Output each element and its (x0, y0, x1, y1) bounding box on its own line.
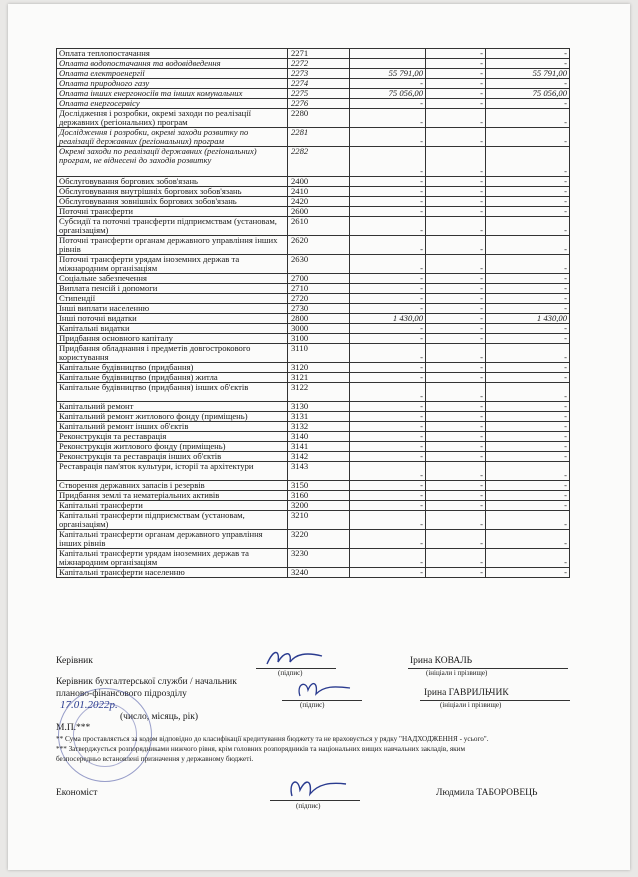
row-name-cell: Субсидії та поточні трансферти підприємствам (установам, організаціям) (57, 217, 288, 236)
footnote-3: безпосередньо встановлені призначення у державному бюджеті. (56, 755, 254, 763)
row-plan-cell: - (350, 255, 426, 274)
table-row (57, 177, 570, 187)
row-change-cell: - (426, 99, 486, 109)
row-code-cell: 2272 (288, 59, 350, 69)
table-row (57, 530, 570, 549)
row-plan-cell: - (350, 177, 426, 187)
economist-signature-icon (282, 772, 352, 802)
row-code-cell: 2700 (288, 274, 350, 284)
row-plan-cell: - (350, 207, 426, 217)
row-change-cell: - (426, 402, 486, 412)
row-code-cell: 3100 (288, 334, 350, 344)
row-name-cell: Поточні трансферти органам державного управління інших рівнів (57, 236, 288, 255)
row-name-cell: Капітальне будівництво (придбання) (57, 363, 288, 373)
row-name-cell: Створення державних запасів і резервів (57, 481, 288, 491)
row-code-cell: 2630 (288, 255, 350, 274)
row-code-cell: 2280 (288, 109, 350, 128)
table-row (57, 147, 570, 177)
row-total-cell: - (486, 109, 570, 128)
row-plan-cell: - (350, 109, 426, 128)
row-change-cell: - (426, 187, 486, 197)
table-row (57, 324, 570, 334)
row-change-cell: - (426, 217, 486, 236)
row-change-cell: - (426, 324, 486, 334)
row-name-cell: Капітальне будівництво (придбання) житла (57, 373, 288, 383)
row-code-cell: 2610 (288, 217, 350, 236)
head-signature-caption: (підпис) (278, 669, 303, 677)
row-plan-cell: - (350, 412, 426, 422)
row-change-cell: - (426, 549, 486, 568)
row-code-cell: 3200 (288, 501, 350, 511)
row-name-cell: Дослідження і розробки, окремі заходи по реалізації державних (регіональних) програм (57, 109, 288, 128)
row-total-cell: - (486, 501, 570, 511)
row-name-cell: Соціальне забезпечення (57, 274, 288, 284)
row-plan-cell: 75 056,00 (350, 89, 426, 99)
table-row (57, 207, 570, 217)
row-total-cell: - (486, 481, 570, 491)
row-plan-cell: - (350, 501, 426, 511)
table-row (57, 501, 570, 511)
row-name-cell: Стипендії (57, 294, 288, 304)
row-code-cell: 3132 (288, 422, 350, 432)
row-change-cell: - (426, 442, 486, 452)
row-code-cell: 2600 (288, 207, 350, 217)
table-row (57, 274, 570, 284)
row-total-cell: - (486, 432, 570, 442)
row-total-cell: - (486, 49, 570, 59)
row-code-cell: 3122 (288, 383, 350, 402)
row-total-cell: - (486, 530, 570, 549)
row-name-cell: Капітальні трансферти населенню (57, 568, 288, 578)
row-change-cell: - (426, 511, 486, 530)
row-total-cell: - (486, 255, 570, 274)
row-change-cell: - (426, 491, 486, 501)
table-row (57, 217, 570, 236)
row-change-cell: - (426, 147, 486, 177)
row-total-cell: 75 056,00 (486, 89, 570, 99)
row-plan-cell: 55 791,00 (350, 69, 426, 79)
table-row (57, 79, 570, 89)
row-code-cell: 2710 (288, 284, 350, 294)
row-total-cell: - (486, 422, 570, 432)
row-plan-cell: - (350, 128, 426, 147)
table-row (57, 344, 570, 363)
row-code-cell: 3121 (288, 373, 350, 383)
table-row (57, 197, 570, 207)
row-name-cell: Поточні трансферти (57, 207, 288, 217)
row-code-cell: 3142 (288, 452, 350, 462)
table-row (57, 99, 570, 109)
row-code-cell: 3000 (288, 324, 350, 334)
row-change-cell: - (426, 432, 486, 442)
row-change-cell: - (426, 197, 486, 207)
table-row (57, 511, 570, 530)
row-code-cell: 3160 (288, 491, 350, 501)
row-code-cell: 2281 (288, 128, 350, 147)
row-total-cell: - (486, 363, 570, 373)
row-name-cell: Капітальні видатки (57, 324, 288, 334)
table-row (57, 89, 570, 99)
economist-title: Економіст (56, 788, 98, 798)
row-code-cell: 3131 (288, 412, 350, 422)
row-total-cell: - (486, 344, 570, 363)
row-plan-cell: - (350, 373, 426, 383)
table-row (57, 314, 570, 324)
row-total-cell: - (486, 99, 570, 109)
row-change-cell: - (426, 383, 486, 402)
row-change-cell: - (426, 452, 486, 462)
table-row (57, 568, 570, 578)
row-name-cell: Капітальні трансферти підприємствам (установам, організаціям) (57, 511, 288, 530)
row-code-cell: 2800 (288, 314, 350, 324)
row-code-cell: 2276 (288, 99, 350, 109)
row-total-cell: - (486, 79, 570, 89)
row-plan-cell: - (350, 274, 426, 284)
table-row (57, 481, 570, 491)
row-total-cell: - (486, 373, 570, 383)
row-name-cell: Оплата інших енергоносіїв та інших комунальних (57, 89, 288, 99)
row-plan-cell: 1 430,00 (350, 314, 426, 324)
row-change-cell: - (426, 530, 486, 549)
accountant-title: Керівник бухгалтерської служби / начальник планово-фінансового підрозділу (56, 677, 237, 699)
row-code-cell: 3130 (288, 402, 350, 412)
table-row (57, 49, 570, 59)
row-code-cell: 3220 (288, 530, 350, 549)
row-change-cell: - (426, 501, 486, 511)
row-code-cell: 3210 (288, 511, 350, 530)
row-name-cell: Капітальні трансферти урядам іноземних держав та міжнародним організаціям (57, 549, 288, 568)
row-plan-cell: - (350, 402, 426, 412)
row-change-cell: - (426, 294, 486, 304)
row-name-cell: Реставрація пам'яток культури, історії та архітектури (57, 462, 288, 481)
row-name-cell: Капітальні трансферти органам державного управління інших рівнів (57, 530, 288, 549)
row-total-cell: - (486, 549, 570, 568)
row-name-cell: Придбання землі та нематеріальних активів (57, 491, 288, 501)
row-total-cell: - (486, 324, 570, 334)
row-change-cell: - (426, 304, 486, 314)
row-plan-cell: - (350, 304, 426, 314)
footnote-2: *** Затверджується розпорядниками нижчого рівня, крім головних розпорядників та національних вищих навчальних закладів, яким (56, 745, 466, 753)
row-code-cell: 3110 (288, 344, 350, 363)
row-total-cell: - (486, 128, 570, 147)
table-row (57, 432, 570, 442)
table-row (57, 462, 570, 481)
row-total-cell: - (486, 274, 570, 284)
row-name-cell: Обслуговування зовнішніх боргових зобов'язань (57, 197, 288, 207)
row-name-cell: Капітальний ремонт житлового фонду (приміщень) (57, 412, 288, 422)
row-code-cell: 2730 (288, 304, 350, 314)
row-total-cell: - (486, 491, 570, 501)
footnotes (56, 734, 576, 764)
economist-signature-caption: (підпис) (296, 802, 321, 810)
row-total-cell: - (486, 147, 570, 177)
row-code-cell: 3120 (288, 363, 350, 373)
row-change-cell: - (426, 373, 486, 383)
row-name-cell: Інші виплати населенню (57, 304, 288, 314)
row-name-cell: Обслуговування внутрішніх боргових зобов'язань (57, 187, 288, 197)
table-row (57, 255, 570, 274)
row-name-cell: Виплата пенсій і допомоги (57, 284, 288, 294)
row-total-cell: - (486, 207, 570, 217)
row-plan-cell: - (350, 491, 426, 501)
row-plan-cell: - (350, 99, 426, 109)
row-name-cell: Придбання обладнання і предметів довгострокового користування (57, 344, 288, 363)
handwritten-date: 17.01.2022р. (60, 699, 118, 711)
row-plan-cell (350, 59, 426, 69)
row-plan-cell: - (350, 363, 426, 373)
row-code-cell: 3140 (288, 432, 350, 442)
row-total-cell: - (486, 217, 570, 236)
row-change-cell: - (426, 412, 486, 422)
row-code-cell: 3150 (288, 481, 350, 491)
row-change-cell: - (426, 344, 486, 363)
row-total-cell: - (486, 294, 570, 304)
row-total-cell: - (486, 334, 570, 344)
table-row (57, 422, 570, 432)
table-row (57, 284, 570, 294)
row-change-cell: - (426, 314, 486, 324)
row-plan-cell: - (350, 197, 426, 207)
row-change-cell: - (426, 481, 486, 491)
row-change-cell: - (426, 69, 486, 79)
row-change-cell: - (426, 177, 486, 187)
row-total-cell: - (486, 383, 570, 402)
accountant-signature-caption: (підпис) (300, 701, 325, 709)
table-row (57, 334, 570, 344)
row-plan-cell: - (350, 568, 426, 578)
row-plan-cell: - (350, 147, 426, 177)
row-change-cell: - (426, 89, 486, 99)
table-row (57, 236, 570, 255)
table-row (57, 363, 570, 373)
row-change-cell: - (426, 284, 486, 294)
row-change-cell: - (426, 255, 486, 274)
row-code-cell: 3230 (288, 549, 350, 568)
head-name: Ірина КОВАЛЬ (410, 656, 473, 666)
row-code-cell: 2410 (288, 187, 350, 197)
row-plan-cell: - (350, 481, 426, 491)
row-plan-cell: - (350, 217, 426, 236)
row-code-cell: 2273 (288, 69, 350, 79)
table-row (57, 412, 570, 422)
row-plan-cell: - (350, 236, 426, 255)
row-change-cell: - (426, 59, 486, 69)
row-change-cell: - (426, 462, 486, 481)
table-row (57, 442, 570, 452)
row-name-cell: Оплата електроенергії (57, 69, 288, 79)
row-name-cell: Капітальне будівництво (придбання) інших об'єктів (57, 383, 288, 402)
row-plan-cell: - (350, 530, 426, 549)
row-change-cell: - (426, 49, 486, 59)
accountant-name-caption: (ініціали і прізвище) (440, 701, 502, 709)
row-total-cell: - (486, 412, 570, 422)
row-total-cell: - (486, 452, 570, 462)
table-row (57, 304, 570, 314)
row-code-cell: 3141 (288, 442, 350, 452)
row-name-cell: Реконструкція та реставрація інших об'єктів (57, 452, 288, 462)
row-code-cell: 2420 (288, 197, 350, 207)
table-row (57, 128, 570, 147)
row-name-cell: Капітальний ремонт інших об'єктів (57, 422, 288, 432)
table-row (57, 294, 570, 304)
row-code-cell: 2620 (288, 236, 350, 255)
row-change-cell: - (426, 274, 486, 284)
row-plan-cell: - (350, 422, 426, 432)
row-plan-cell: - (350, 462, 426, 481)
row-total-cell: 55 791,00 (486, 69, 570, 79)
table-row (57, 109, 570, 128)
row-plan-cell: - (350, 452, 426, 462)
row-total-cell: - (486, 236, 570, 255)
row-change-cell: - (426, 363, 486, 373)
row-code-cell: 2282 (288, 147, 350, 177)
row-plan-cell: - (350, 549, 426, 568)
row-name-cell: Придбання основного капіталу (57, 334, 288, 344)
row-total-cell: - (486, 442, 570, 452)
row-change-cell: - (426, 334, 486, 344)
head-name-caption: (ініціали і прізвище) (426, 669, 488, 677)
row-total-cell: - (486, 187, 570, 197)
row-name-cell: Обслуговування боргових зобов'язань (57, 177, 288, 187)
row-name-cell: Оплата водопостачання та водовідведення (57, 59, 288, 69)
table-row (57, 59, 570, 69)
row-change-cell: - (426, 109, 486, 128)
row-plan-cell: - (350, 187, 426, 197)
table-row (57, 549, 570, 568)
row-plan-cell: - (350, 79, 426, 89)
row-code-cell: 2274 (288, 79, 350, 89)
table-row (57, 491, 570, 501)
row-plan-cell: - (350, 383, 426, 402)
row-total-cell: - (486, 284, 570, 294)
row-code-cell: 2275 (288, 89, 350, 99)
row-plan-cell: - (350, 344, 426, 363)
row-change-cell: - (426, 79, 486, 89)
row-name-cell: Дослідження і розробки, окремі заходи розвитку по реалізації державних (регіональних) програм (57, 128, 288, 147)
row-change-cell: - (426, 207, 486, 217)
accountant-name: Ірина ГАВРИЛЬЧИК (424, 688, 509, 698)
table-row (57, 402, 570, 412)
row-plan-cell (350, 49, 426, 59)
row-total-cell: - (486, 304, 570, 314)
row-code-cell: 2720 (288, 294, 350, 304)
table-row (57, 383, 570, 402)
row-name-cell: Оплата теплопостачання (57, 49, 288, 59)
table-row (57, 187, 570, 197)
budget-table (56, 48, 570, 578)
row-plan-cell: - (350, 334, 426, 344)
row-change-cell: - (426, 236, 486, 255)
row-code-cell: 2400 (288, 177, 350, 187)
row-code-cell: 3143 (288, 462, 350, 481)
row-name-cell: Інші поточні видатки (57, 314, 288, 324)
row-name-cell: Поточні трансферти урядам іноземних держав та міжнародним організаціям (57, 255, 288, 274)
stamp-place-label: М.П.*** (56, 723, 91, 733)
row-plan-cell: - (350, 511, 426, 530)
row-code-cell: 2271 (288, 49, 350, 59)
table-row (57, 373, 570, 383)
row-plan-cell: - (350, 432, 426, 442)
row-name-cell: Окремі заходи по реалізації державних (регіональних) програм, не віднесені до заходів розвитку (57, 147, 288, 177)
row-name-cell: Капітальні трансферти (57, 501, 288, 511)
table-row (57, 69, 570, 79)
row-change-cell: - (426, 568, 486, 578)
row-total-cell: - (486, 568, 570, 578)
row-change-cell: - (426, 422, 486, 432)
row-name-cell: Реконструкція житлового фонду (приміщень) (57, 442, 288, 452)
head-title: Керівник (56, 656, 93, 666)
footnote-1: ** Сума проставляється за кодом відповідно до класифікації кредитування бюджету та не враховується у рядку "НАДХОДЖЕННЯ - усього". (56, 735, 489, 743)
row-plan-cell: - (350, 324, 426, 334)
row-total-cell: 1 430,00 (486, 314, 570, 324)
row-plan-cell: - (350, 294, 426, 304)
row-name-cell: Капітальний ремонт (57, 402, 288, 412)
row-total-cell: - (486, 462, 570, 481)
row-name-cell: Реконструкція та реставрація (57, 432, 288, 442)
row-total-cell: - (486, 177, 570, 187)
row-name-cell: Оплата енергосервісу (57, 99, 288, 109)
row-total-cell: - (486, 197, 570, 207)
row-plan-cell: - (350, 442, 426, 452)
row-total-cell: - (486, 402, 570, 412)
row-total-cell: - (486, 59, 570, 69)
row-plan-cell: - (350, 284, 426, 294)
row-name-cell: Оплата природного газу (57, 79, 288, 89)
table-row (57, 452, 570, 462)
row-total-cell: - (486, 511, 570, 530)
date-caption: (число, місяць, рік) (120, 712, 199, 722)
economist-name: Людмила ТАБОРОВЕЦЬ (436, 788, 538, 798)
row-code-cell: 3240 (288, 568, 350, 578)
row-change-cell: - (426, 128, 486, 147)
